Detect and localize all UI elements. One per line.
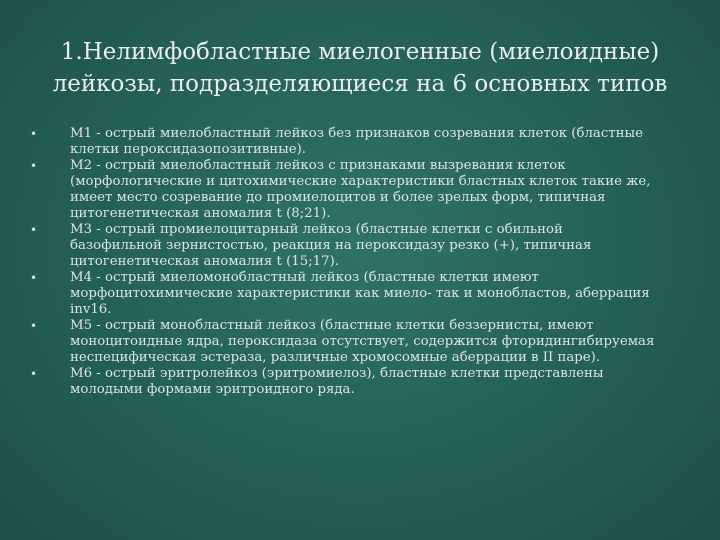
list-item-line: М5 - острый монобластный лейкоз (бластные клетки беззернисты, имеют xyxy=(70,318,594,333)
list-item-line: неспецифическая эстераза, различные хромосомные аберрации в II паре). xyxy=(70,350,601,365)
bullet-list xyxy=(30,126,700,398)
list-item-line: молодыми формами эритроидного ряда. xyxy=(70,382,355,397)
list-item-line: М4 - острый миеломонобластный лейкоз (бластные клетки имеют xyxy=(70,270,539,285)
list-item-line: (морфологические и цитохимические характеристики бластных клеток такие же, xyxy=(70,174,651,189)
list-item-line: цитогенетическая аномалия t (15;17). xyxy=(70,254,340,269)
list-item-line: цитогенетическая аномалия t (8;21). xyxy=(70,206,331,221)
bullet-icon: • xyxy=(30,223,38,237)
list-item xyxy=(30,222,700,270)
list-item-line: М2 - острый миелобластный лейкоз с признаками вызревания клеток xyxy=(70,158,566,173)
list-item-line: имеет место созревание до промиелоцитов и более зрелых форм, типичная xyxy=(70,190,606,205)
list-item-line: морфоцитохимические характеристики как миело- так и монобластов, аберрация xyxy=(70,286,650,301)
slide-title xyxy=(20,36,700,100)
list-item-line: клетки пероксидазопозитивные). xyxy=(70,142,307,157)
bullet-icon: • xyxy=(30,319,38,333)
list-item xyxy=(30,270,700,318)
bullet-icon: • xyxy=(30,367,38,381)
list-item-line: базофильной зернистостью, реакция на пероксидазу резко (+), типичная xyxy=(70,238,592,253)
list-item-line: inv16. xyxy=(70,302,112,317)
bullet-icon: • xyxy=(30,159,38,173)
slide-title-line: 1.Нелимфобластные миелогенные (миелоидные) xyxy=(60,39,660,65)
list-item-line: М6 - острый эритролейкоз (эритромиелоз), бластные клетки представлены xyxy=(70,366,604,381)
list-item xyxy=(30,318,700,366)
list-item-line: М3 - острый промиелоцитарный лейкоз (бластные клетки с обильной xyxy=(70,222,563,237)
slide-title-line: лейкозы, подразделяющиеся на 6 основных типов xyxy=(52,71,668,97)
list-item xyxy=(30,158,700,222)
list-item-line: М1 - острый миелобластный лейкоз без признаков созревания клеток (бластные xyxy=(70,126,643,141)
bullet-icon: • xyxy=(30,271,38,285)
list-item xyxy=(30,126,700,158)
list-item-line: моноцитоидные ядра, пероксидаза отсутствует, содержится фторидингибируемая xyxy=(70,334,655,349)
list-item xyxy=(30,366,700,398)
bullet-icon: • xyxy=(30,127,38,141)
